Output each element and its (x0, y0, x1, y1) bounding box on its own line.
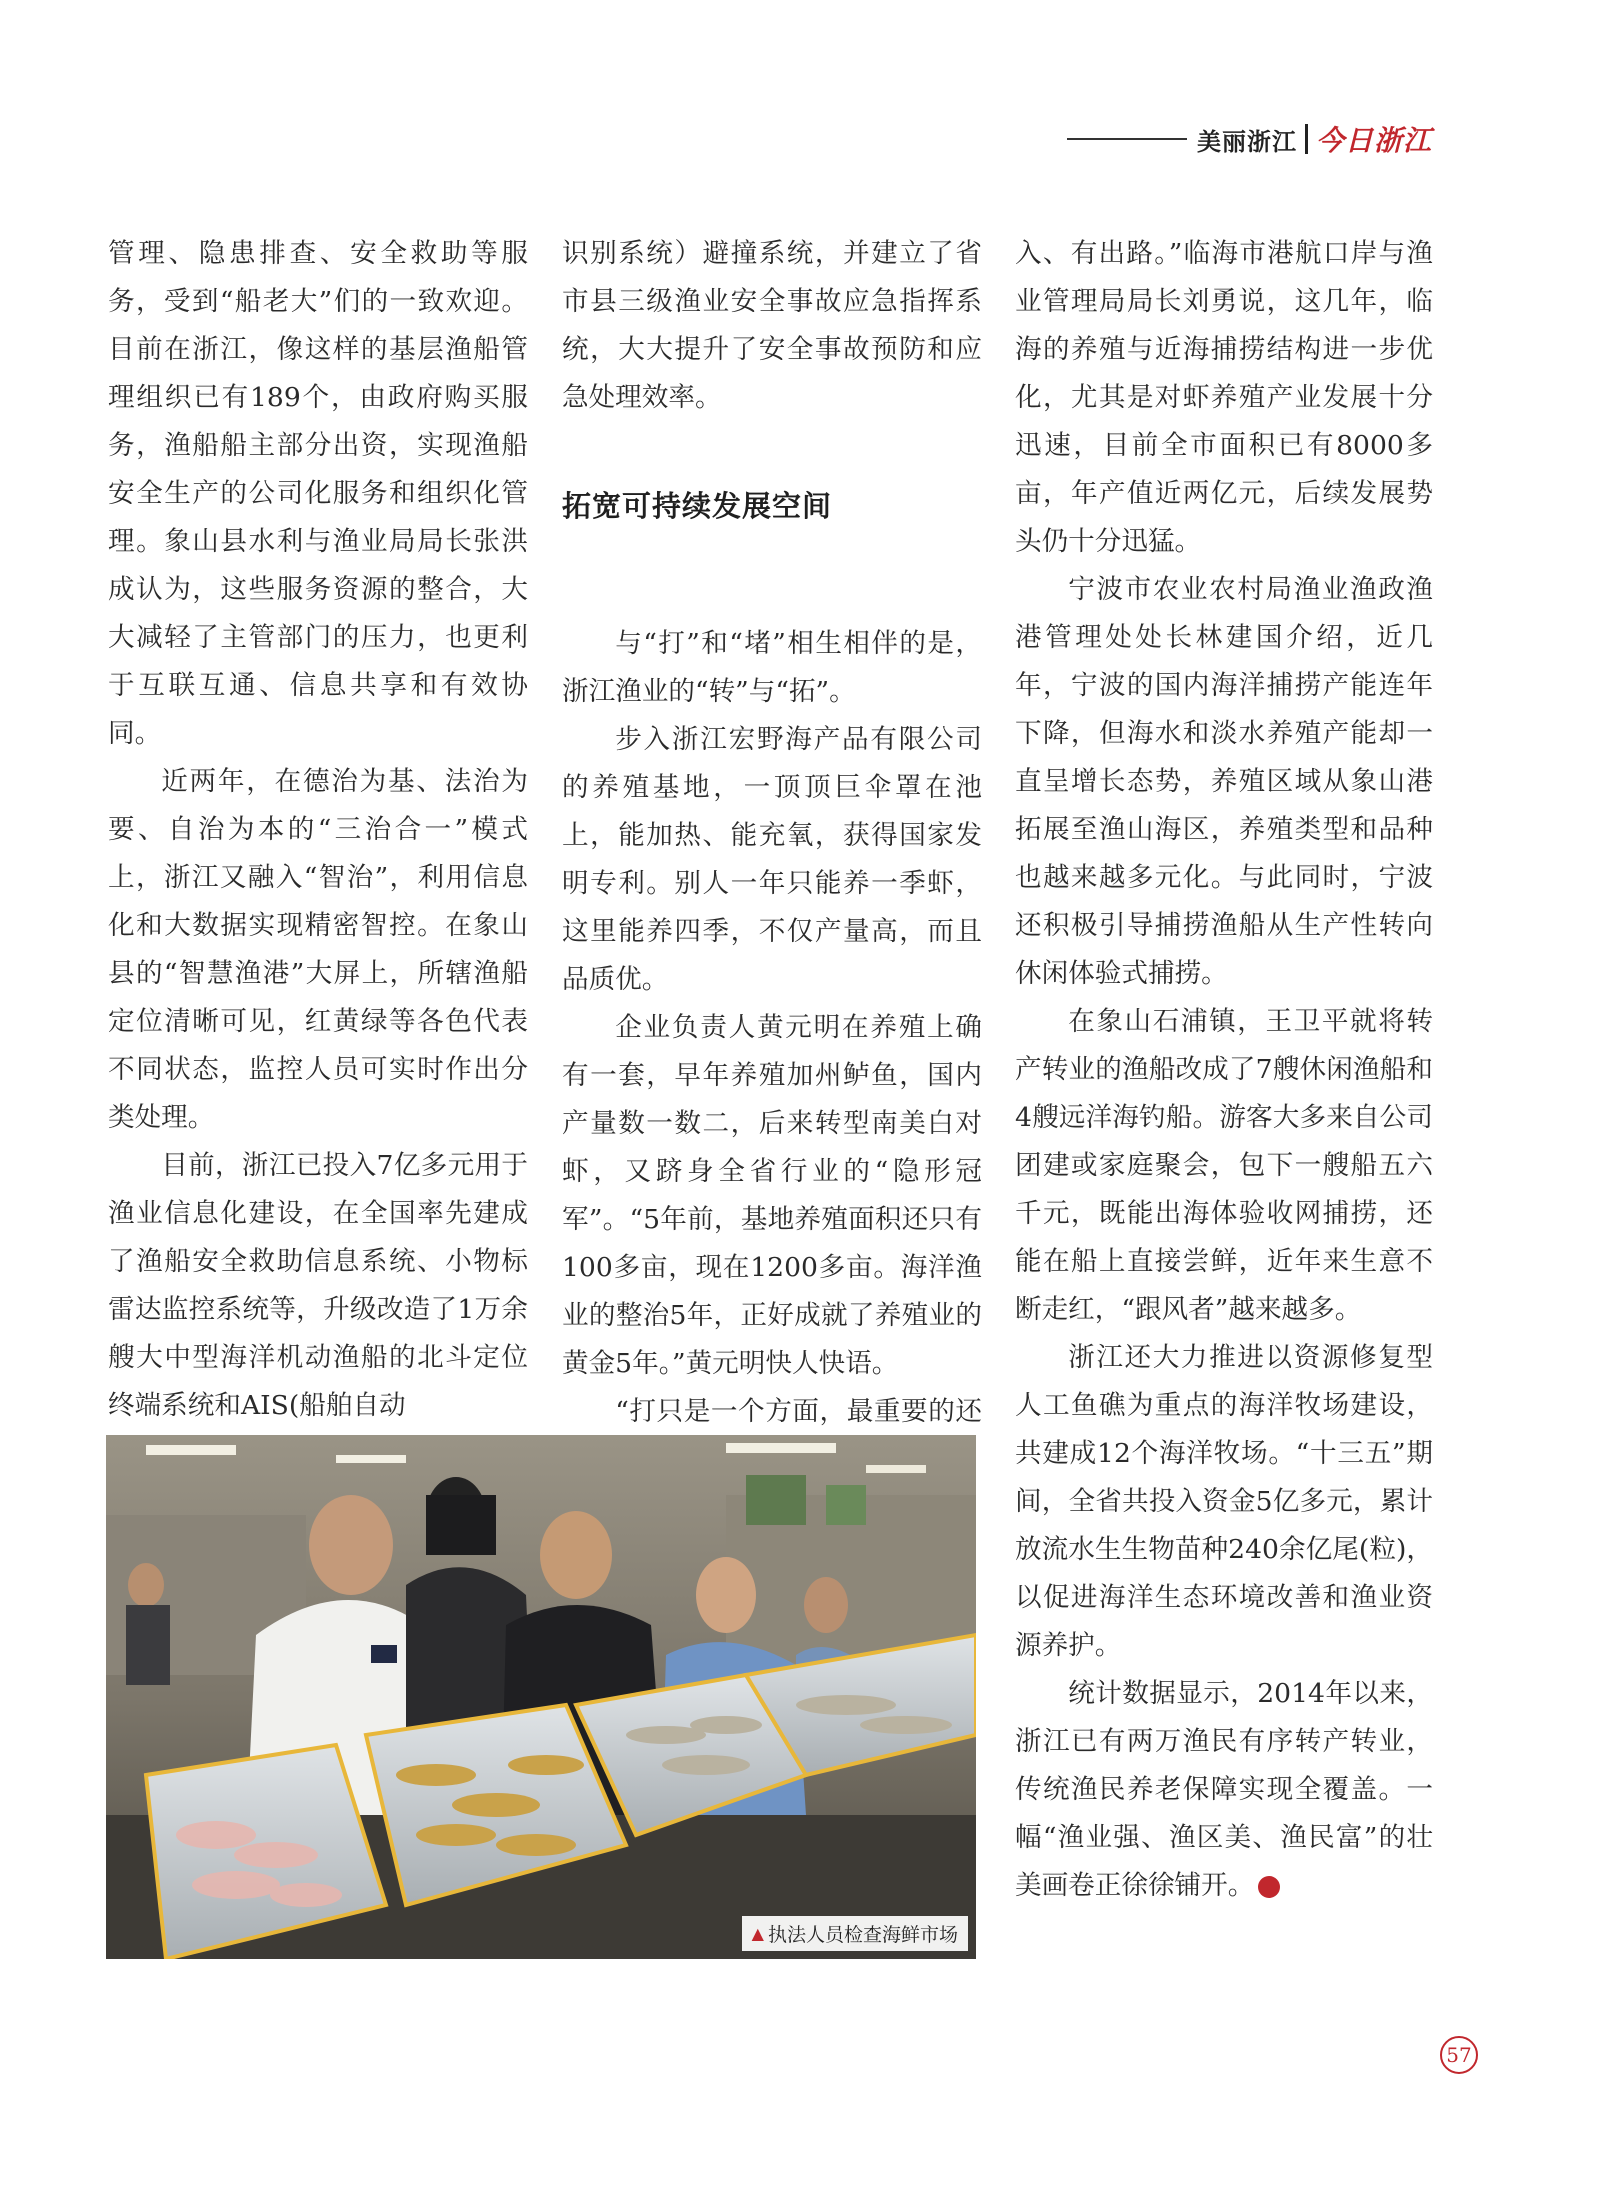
brand-logo: 今日浙江 (1315, 124, 1432, 157)
paragraph: 入、有出路。”临海市港航口岸与渔业管理局局长刘勇说，这几年，临海的养殖与近海捕捞结构进一步优化，尤其是对虾养殖产业发展十分迅速，目前全市面积已有8000多亩，年产值近两亿元，后续发展势头仍十分迅猛。 (1015, 238, 1433, 557)
paragraph: “打只是一个方面，最重要的还 (615, 1396, 982, 1427)
page-header (1067, 118, 1432, 160)
paragraph: 识别系统）避撞系统，并建立了省市县三级渔业安全事故应急指挥系统，大大提升了安全事故预防和应急处理效率。 (562, 238, 982, 413)
paragraph: 企业负责人黄元明在养殖上确有一套，早年养殖加州鲈鱼，国内产量数一数二，后来转型南美白对虾，又跻身全省行业的“隐形冠军”。“5年前，基地养殖面积还只有100多亩，现在1200多亩。海洋渔业的整治5年，正好成就了养殖业的黄金5年。”黄元明快人快语。 (562, 1012, 982, 1379)
closing-paragraph (1015, 1670, 1433, 1910)
page-number: 57 (1440, 2036, 1478, 2074)
paragraph: 浙江还大力推进以资源修复型人工鱼礁为重点的海洋牧场建设，共建成12个海洋牧场。“十三五”期间，全省共投入资金5亿多元，累计放流水生生物苗种240余亿尾(粒)，以促进海洋生态环境改善和渔业资源养护。 (1015, 1342, 1433, 1661)
closing-text: 统计数据显示，2014年以来，浙江已有两万渔民有序转产转业，传统渔民养老保障实现全覆盖。一幅“渔业强、渔区美、渔民富”的壮美画卷正徐徐铺开。 (1015, 1678, 1433, 1901)
paragraph: 近两年，在德治为基、法治为要、自治为本的“三治合一”模式上，浙江又融入“智治”，利用信息化和大数据实现精密智控。在象山县的“智慧渔港”大屏上，所辖渔船定位清晰可见，红黄绿等各色代表不同状态，监控人员可实时作出分类处理。 (108, 766, 528, 1133)
section-heading: 拓宽可持续发展空间 (562, 489, 833, 523)
end-mark-icon: 今 (1258, 1876, 1280, 1898)
paragraph: 管理、隐患排查、安全救助等服务，受到“船老大”们的一致欢迎。目前在浙江，像这样的基层渔船管理组织已有189个，由政府购买服务，渔船船主部分出资，实现渔船安全生产的公司化服务和组织化管理。象山县水利与渔业局局长张洪成认为，这些服务资源的整合，大大减轻了主管部门的压力，也更利于互联互通、信息共享和有效协同。 (108, 238, 528, 749)
article-column-3 (1015, 230, 1433, 1910)
photo-caption (742, 1916, 968, 1951)
paragraph: 在象山石浦镇，王卫平就将转产转业的渔船改成了7艘休闲渔船和4艘远洋海钓船。游客大多来自公司团建或家庭聚会，包下一艘船五六千元，既能出海体验收网捕捞，还能在船上直接尝鲜，近年来生意不断走红，“跟风者”越来越多。 (1015, 1006, 1433, 1325)
paragraph: 步入浙江宏野海产品有限公司的养殖基地，一顶顶巨伞罩在池上，能加热、能充氧，获得国家发明专利。别人一年只能养一季虾，这里能养四季，不仅产量高，而且品质优。 (562, 724, 982, 995)
paragraph: 宁波市农业农村局渔业渔政渔港管理处处长林建国介绍，近几年，宁波的国内海洋捕捞产能连年下降，但海水和淡水养殖产能却一直呈增长态势，养殖区域从象山港拓展至渔山海区，养殖类型和品种也越来越多元化。与此同时，宁波还积极引导捕捞渔船从生产性转向休闲体验式捕捞。 (1015, 574, 1433, 989)
article-column-2 (562, 230, 982, 1484)
paragraph: 与“打”和“堵”相生相伴的是，浙江渔业的“转”与“拓”。 (562, 628, 982, 707)
triangle-marker-icon: ▲ (751, 1924, 764, 1943)
section-title: 美丽浙江 (1196, 127, 1297, 156)
market-scene-image (106, 1435, 976, 1959)
caption-text: 执法人员检查海鲜市场 (767, 1924, 958, 1946)
article-column-1 (108, 230, 528, 1430)
paragraph: 目前，浙江已投入7亿多元用于渔业信息化建设，在全国率先建成了渔船安全救助信息系统、小物标雷达监控系统等，升级改造了1万余艘大中型海洋机动渔船的北斗定位终端系统和AIS(船舶自动 (108, 1150, 528, 1421)
header-rule (1067, 138, 1187, 140)
header-divider (1305, 124, 1308, 154)
article-photo (106, 1435, 976, 1959)
